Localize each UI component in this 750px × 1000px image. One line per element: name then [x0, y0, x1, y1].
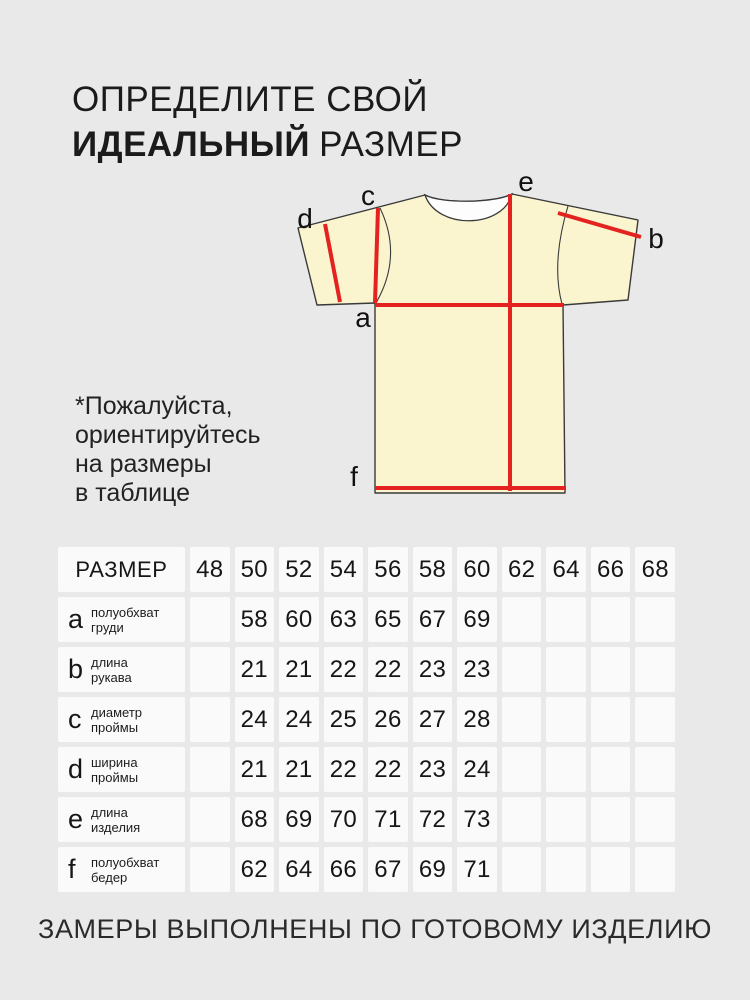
note-line1: *Пожалуйста,: [75, 392, 233, 420]
table-cell: 27: [413, 697, 453, 742]
table-cell: [635, 697, 675, 742]
table-reference-note: [75, 392, 261, 508]
table-cell: 22: [368, 647, 408, 692]
table-cell: [502, 597, 542, 642]
title-line2-bold: ИДЕАЛЬНЫЙ: [72, 125, 311, 165]
row-e-label: [58, 797, 185, 842]
row-a-label: [58, 597, 185, 642]
table-cell: 69: [413, 847, 453, 892]
table-cell: 22: [324, 747, 364, 792]
row-e-letter: e: [68, 804, 84, 834]
size-col-66: 66: [591, 547, 631, 592]
row-b-name-line2: рукава: [91, 669, 132, 685]
table-cell: [635, 797, 675, 842]
table-cell: 21: [235, 747, 275, 792]
title-line1: ОПРЕДЕЛИТЕ СВОЙ: [72, 80, 429, 120]
table-cell: [591, 847, 631, 892]
row-c-label: [58, 697, 185, 742]
row-c-name: [91, 705, 142, 735]
note-line4: в таблице: [75, 479, 190, 507]
table-cell: [502, 647, 542, 692]
size-col-68: 68: [635, 547, 675, 592]
row-f-letter: f: [68, 854, 76, 884]
row-f-label: [58, 847, 185, 892]
table-cell: 68: [235, 797, 275, 842]
table-cell: [591, 797, 631, 842]
table-cell: 67: [413, 597, 453, 642]
table-cell: 28: [457, 697, 497, 742]
note-line3: на размеры: [75, 450, 212, 478]
row-f-name-line1: полуобхват: [91, 854, 160, 870]
row-f-name-line2: бедер: [91, 869, 128, 885]
row-c-name-line2: проймы: [91, 719, 139, 735]
table-cell: [502, 797, 542, 842]
size-col-52: 52: [279, 547, 319, 592]
footer-caption: ЗАМЕРЫ ВЫПОЛНЕНЫ ПО ГОТОВОМУ ИЗДЕЛИЮ: [38, 914, 712, 944]
table-cell: 24: [279, 697, 319, 742]
table-cell: 22: [368, 747, 408, 792]
row-e-name-line2: изделия: [91, 819, 141, 835]
row-a-letter: a: [68, 604, 84, 634]
table-cell: [502, 847, 542, 892]
row-b-letter: b: [68, 654, 84, 684]
table-cell: [635, 847, 675, 892]
table-cell: [190, 597, 230, 642]
size-col-64: 64: [546, 547, 586, 592]
title-line2-regular: РАЗМЕР: [319, 125, 464, 165]
table-cell: [546, 597, 586, 642]
table-cell: 69: [457, 597, 497, 642]
row-d-name-line1: ширина: [91, 754, 138, 770]
table-cell: [635, 597, 675, 642]
table-cell: [190, 747, 230, 792]
table-cell: [591, 747, 631, 792]
table-cell: 63: [324, 597, 364, 642]
table-cell: 71: [368, 797, 408, 842]
table-cell: [502, 697, 542, 742]
table-cell: 25: [324, 697, 364, 742]
table-cell: [591, 697, 631, 742]
row-c-name-line1: диаметр: [91, 704, 142, 720]
table-cell: 71: [457, 847, 497, 892]
table-cell: [546, 647, 586, 692]
table-cell: 22: [324, 647, 364, 692]
diagram-label-b: b: [648, 223, 664, 254]
table-cell: 24: [235, 697, 275, 742]
diagram-label-f: f: [350, 461, 358, 492]
table-cell: [190, 647, 230, 692]
size-col-62: 62: [502, 547, 542, 592]
row-e-name-line1: длина: [91, 804, 128, 820]
table-cell: 60: [279, 597, 319, 642]
table-cell: [190, 697, 230, 742]
row-a-name-line1: полуобхват: [91, 604, 160, 620]
table-cell: [546, 797, 586, 842]
row-f-name: [91, 855, 159, 885]
diagram-label-c: c: [361, 180, 375, 211]
table-cell: 23: [413, 647, 453, 692]
table-cell: 65: [368, 597, 408, 642]
table-cell: 23: [457, 647, 497, 692]
size-col-48: 48: [190, 547, 230, 592]
size-col-56: 56: [368, 547, 408, 592]
table-cell: [635, 647, 675, 692]
table-cell: 62: [235, 847, 275, 892]
diagram-label-a: a: [355, 302, 371, 333]
size-table-header-label: РАЗМЕР: [58, 547, 185, 592]
row-d-name: [91, 755, 138, 785]
table-cell: 58: [235, 597, 275, 642]
row-b-label: [58, 647, 185, 692]
table-cell: 21: [279, 747, 319, 792]
table-cell: [591, 647, 631, 692]
note-line2: ориентируйтесь: [75, 421, 261, 449]
page-title: [72, 77, 463, 167]
row-c-letter: c: [68, 704, 82, 734]
table-cell: 21: [279, 647, 319, 692]
row-d-letter: d: [68, 754, 84, 784]
tshirt-outline: [298, 194, 638, 493]
row-e-name: [91, 805, 140, 835]
table-cell: [546, 847, 586, 892]
table-cell: [635, 747, 675, 792]
table-cell: 23: [413, 747, 453, 792]
diagram-label-e: e: [518, 168, 534, 197]
table-cell: 66: [324, 847, 364, 892]
table-cell: 64: [279, 847, 319, 892]
table-cell: [591, 597, 631, 642]
row-d-name-line2: проймы: [91, 769, 139, 785]
row-a-name: [91, 605, 159, 635]
row-b-name-line1: длина: [91, 654, 128, 670]
table-cell: 69: [279, 797, 319, 842]
table-cell: 21: [235, 647, 275, 692]
size-table: [58, 547, 675, 892]
table-cell: 67: [368, 847, 408, 892]
diagram-label-d: d: [297, 203, 313, 234]
tshirt-measurement-diagram: [280, 168, 680, 508]
table-cell: 26: [368, 697, 408, 742]
size-col-54: 54: [324, 547, 364, 592]
table-cell: 70: [324, 797, 364, 842]
row-d-label: [58, 747, 185, 792]
row-a-name-line2: груди: [91, 619, 124, 635]
size-col-58: 58: [413, 547, 453, 592]
table-cell: [502, 747, 542, 792]
table-cell: [546, 747, 586, 792]
size-col-50: 50: [235, 547, 275, 592]
table-cell: 24: [457, 747, 497, 792]
table-cell: 72: [413, 797, 453, 842]
table-cell: [546, 697, 586, 742]
table-cell: [190, 847, 230, 892]
table-cell: [190, 797, 230, 842]
row-b-name: [91, 655, 132, 685]
size-col-60: 60: [457, 547, 497, 592]
table-cell: 73: [457, 797, 497, 842]
